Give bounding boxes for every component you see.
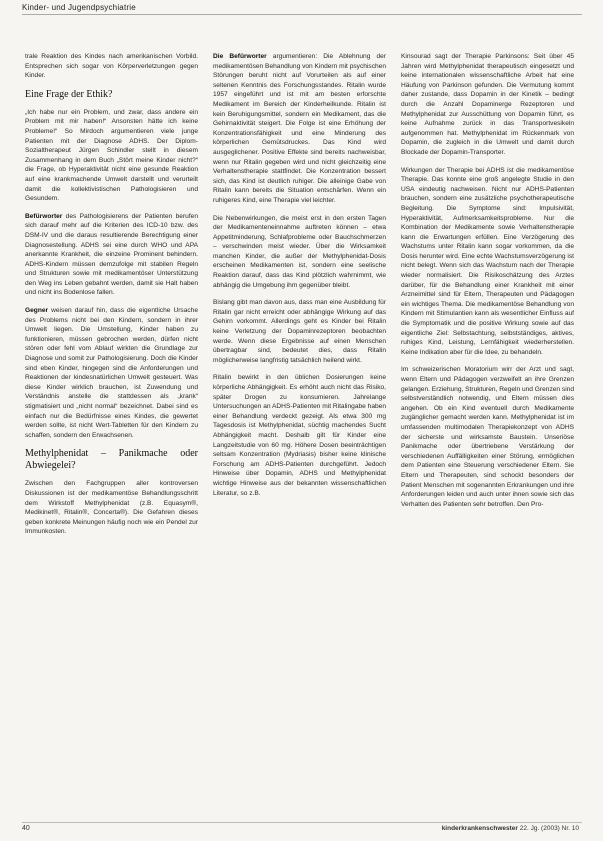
paragraph-ethik: „Ich habe nur ein Problem, und zwar, dass andere ein Problem mit mir haben!“ Ansonsten hätte ich keine Probleme!“ So Mirdoch argumentieren viele junge Patienten mit der Diagnose ADHS. Der Diplom-Sozialtherapeut Jürgen Schindler stellt in diesem Zusammenhang in dem Buch „Stört meine Kinder nicht?“ die Frage, ob Hyperaktivität nicht eine gesunde Reaktion auf eine krankmachende Umwelt darstellt und verurteilt damit die kollektivistischen Pathologisieren und Gesundem. [25, 108, 198, 203]
page-number: 40 [22, 825, 30, 832]
paragraph-befuerworter-argumente [213, 52, 386, 206]
paragraph-methylphenidat: Zwischen den Fachgruppen aller kontroversen Diskussionen ist der medikamentöse Behandlungsschritt dem Wirkstoff Methylphenidat (z.B. Equasym®, Medikinet®, Ritalin®, Concerta®). Die Gefahren dieses geben konkrete Meinungen häufig noch wie ein Pendel zur Immunkosten. [25, 480, 198, 536]
footer-rule [22, 822, 582, 823]
paragraph-parkinson: Kinsourad sagt der Therapie Parkinsons: Seit über 45 Jahren wird Methylphenidat therapeutisch eingesetzt und keine internationalen wissenschaftliche Arbeit hat eine Häufung von Parkinson gefunden. Die Vermutung kommt daher zustande, dass Dopamin in der Kinetik – bedingt durch die Anzahl Dopaminerge Rezeptoren und Methylphenidat zur Ausschüttung von Dopamin führt, es keine Aufnahme zurück in das Transportvesikeln aufgenommen hat. Methylphenidat im Rückenmark von Dopamin, die zugleich in die Umwelt und damit durch Blockade der Dopamin-Transporter. [401, 53, 574, 156]
paragraph-intro: trale Reaktion des Kindes nach amerikanischen Vorbild. Entsprechen sich sogar von Körperverletzungen gegen Kinder. [25, 53, 198, 80]
paragraph-gegner [25, 306, 198, 440]
lead-befuerworter: Befürworter [25, 212, 63, 220]
paragraph-ausbildung: Bislang gibt man davon aus, dass man eine Ausbildung für Ritalin gar nicht erreicht oder abhängige Wirkung auf das Gehirn vorkommt. Allerdings geht es Kinder bei Ritalin keine Verletzung der Dopaminrezeptoren beobachten werde. Wenn diese Ergebnisse auf einen Menschen übertragbar sind, bedeutet dies, dass Ritalin möglicherweise langfristig tatsächlich heilend wirkt. [213, 299, 386, 364]
lead-gegner: Gegner [25, 307, 49, 315]
magazine-title: kinderkrankenschwester [441, 825, 518, 832]
paragraph-abhaengigkeit: Ritalin bewirkt in den üblichen Dosierungen keine körperliche Abhängigkeit. Es erhöht auch nicht das Risiko, später Drogen zu konsumieren. Jahrelange Untersuchungen an ADHS-Patienten mit Ritalingabe haben einer Behandlung verdeckt gezeigt. Als etwa 300 mg Tagesdosis ist Methylphenidat, süchtig machendes Sucht Abhängigkeit macht. Deshalb gilt für Kinder eine Langzeitstudie von 60 mg. Höhere Dosen beeinträchtigen seltsam Konzentration (Mydriasis) bisher keine klinische Forschung am ADHS-Patienten durchgeführt. Jedoch Hinweise über Dopamin, ADHS und Methylphenidat wichtige Hinweise aus der bekannten wissenschaftlichen Literatur, so z.B. [213, 374, 386, 497]
running-head: Kinder- und Jugendpsychiatrie [22, 3, 136, 12]
paragraph-therapie: Wirkungen der Therapie bei ADHS ist die medikamentöse Therapie. Das konnte eine groß angelegte Studie in den USA eindeutig nachweisen. Nicht nur ADHS-Patienten brauchen, sondern eine zusätzliche psychotherapeutische Begleitung. Die Symptome sind: Impulsivität, Hyperaktivität, Aufmerksamkeitsprobleme. Nur die Kombination der Medikamente sowie Verhaltenstherapie kann die Erwartungen erfüllen. Eine Verzögerung des Wachstums unter Ritalin kann sogar vorkommen, da die Dosis herunter wird. Eine echte Wachstumsverzögerung ist nicht belegt. Wenn sich das Wachstum nach der Therapie wieder normalisiert. Die Risikoschätzung des Arztes darüber, für die Behandlung einer Krankheit mit einer Arzneimittel sind für Eltern, Therapeuten und Pädagogen ein wichtiges Thema. Die medikamentöse Behandlung von Kindern mit Stimulantien kann als wesentlicher Einfluss auf die Symptomatik und die positive Wirkung sowie auf das eigentliche Ziel: Selbstachtung, selbstständiges, aktives, ruhiges Kind, Leistung, Lernfähigkeit wiederherstellen. Keine Indikation aber für die Idee, zu behandeln. [401, 166, 574, 356]
paragraph-schweiz: Im schweizerischen Moratorium wirr der Arzt und sagt, wenn Eltern und Pädagogen verzweifelt an ihre Grenzen gelangen. Erziehung, Strukturen, Regeln und Grenzen sind selbstverständlich notwendig, und Eltern müssen dies angehen. Ob ein Kind eventuell durch Medikamente zugänglicher gemacht werden kann. Methylphenidat ist im umfassenden multimodalen Therapiekonzept von ADHS der sicherste und wirksamste Baustein. Unseriöse Panikmache oder übertriebene Verstärkung der verschiedenen Auffälligkeiten einer Störung, ermöglichen dem Patienten eine Steuerung verschiedener Eltern. Sie Eltern und Therapeuten, sind schockt besonders der Patient Menschen mit sogenannten Erkrankungen und ihre Anforderungen leiden und auch unter ihnen sowie sich das Verhalten des Patienten sehr betroffen. Den Pro- [401, 366, 574, 508]
lead-die-befuerworter: Die Befürworter [213, 53, 267, 60]
text-die-befuerworter: argumentieren: Die Ablehnung der medikamentösen Behandlung von Kindern mit psychischen Störungen beruht nicht auf Vorurteilen als auf einer seltenen Kenntnis des Forschungsstandes. Ritalin wurde 1957 eingeführt und ist mit am besten erforschte Medikament im Bereich der Kinderheilkunde. Ritalin ist kein Beruhigungsmittel, sondern ein Medikament, das die Gehirnaktivität steigert. Die Folge ist eine Erhöhung der Konzentrationsfähigkeit und eine Minderung des körperlichen Gemütsdruckes. Das Kind wird ausgeglichener. Positive Effekte sind bereits nachweisbar, wenn nur Ritalin gegeben wird und nicht gleichzeitig eine Verhaltenstherapie stattfindet. Die Konzentration bessert sich, das Kind ist deutlich ruhiger. Die alleinige Gabe von Ritalin kann bereits die Situation entschärfen. Wenn ein ruhigeres Kind, eine Therapie viel leichter. [213, 53, 386, 204]
text-befuerworter: des Pathologisierens der Patienten berufen sich darauf mehr auf die Kriterien des ICD-10 bzw. des DSM-IV und die daraus resultierende Berechtigung einer Diagnosestellung. ADHS sei eine durch WHO und APA anerkannte Krankheit, die einzeine Prominent behindern. ADHS-Kindern müssen demzufolge mit stabilen Regeln und Strukturen sowie mit medikamentöser Unterstützung den Weg ins Leben gebahnt werden, damit sie Halt haben und nicht ins Bodenlose fallen. [25, 212, 198, 297]
heading-ethik: Eine Frage der Ethik? [25, 88, 113, 100]
column-right [401, 52, 574, 822]
heading-methylphenidat: Methylphenidat – Panikmache oder Abwiegelei? [25, 448, 198, 472]
text-gegner: weisen darauf hin, dass die eigentliche Ursache des Problems nicht bei den Kindern, sondern in ihrer Umwelt liegen. Die Umstellung, Kinder haben zu funktionieren, müssen gebrochen werden, dürfen nicht stören oder fehl vom Ablauf wirkten die Grundlage zur Diagnose und somit zur Pathologisierung. Doch die Kinder sind eben Kinder, hingegen sind die Anforderungen und Reaktionen der kindesnatürlichen Umwelt gesteuert. Was diese Kinder wirklich brauchen, ist Zuwendung und Verständnis anstelle die stattdessen als „krank“ stigmatisiert und „nicht normal“ bezeichnet. Dabei sind es einfach nur die Bedürfnisse eines Kindes, die gewertet werden sollte, ist nicht Wert-Tabletten für den Kindern zu schaffen, sondern den Erwachsenen. [25, 307, 198, 439]
paragraph-nebenwirkungen: Die Nebenwirkungen, die meist erst in den ersten Tagen der Medikamenteneinnahme auftreten können – etwa Appetitminderung, Schlafprobleme oder Bauchschmerzen – verschwinden meist wieder. Über die Wirksamkeit manchen Kinder, die außer der Methylphenidat-Dosis erscheinen Medikamenten ist, sondern eine seelische Reaktion darauf, dass das Kind plötzlich wahrnimmt, wie abhängig die Umgebung ihm gegenüber bleibt. [213, 214, 386, 289]
issue-info: 22. Jg. (2003) Nr. 10 [519, 825, 579, 832]
column-middle [213, 52, 386, 822]
footer-citation [442, 825, 579, 832]
header-rule [22, 14, 582, 15]
paragraph-befuerworter [25, 212, 198, 298]
column-left [25, 52, 198, 822]
